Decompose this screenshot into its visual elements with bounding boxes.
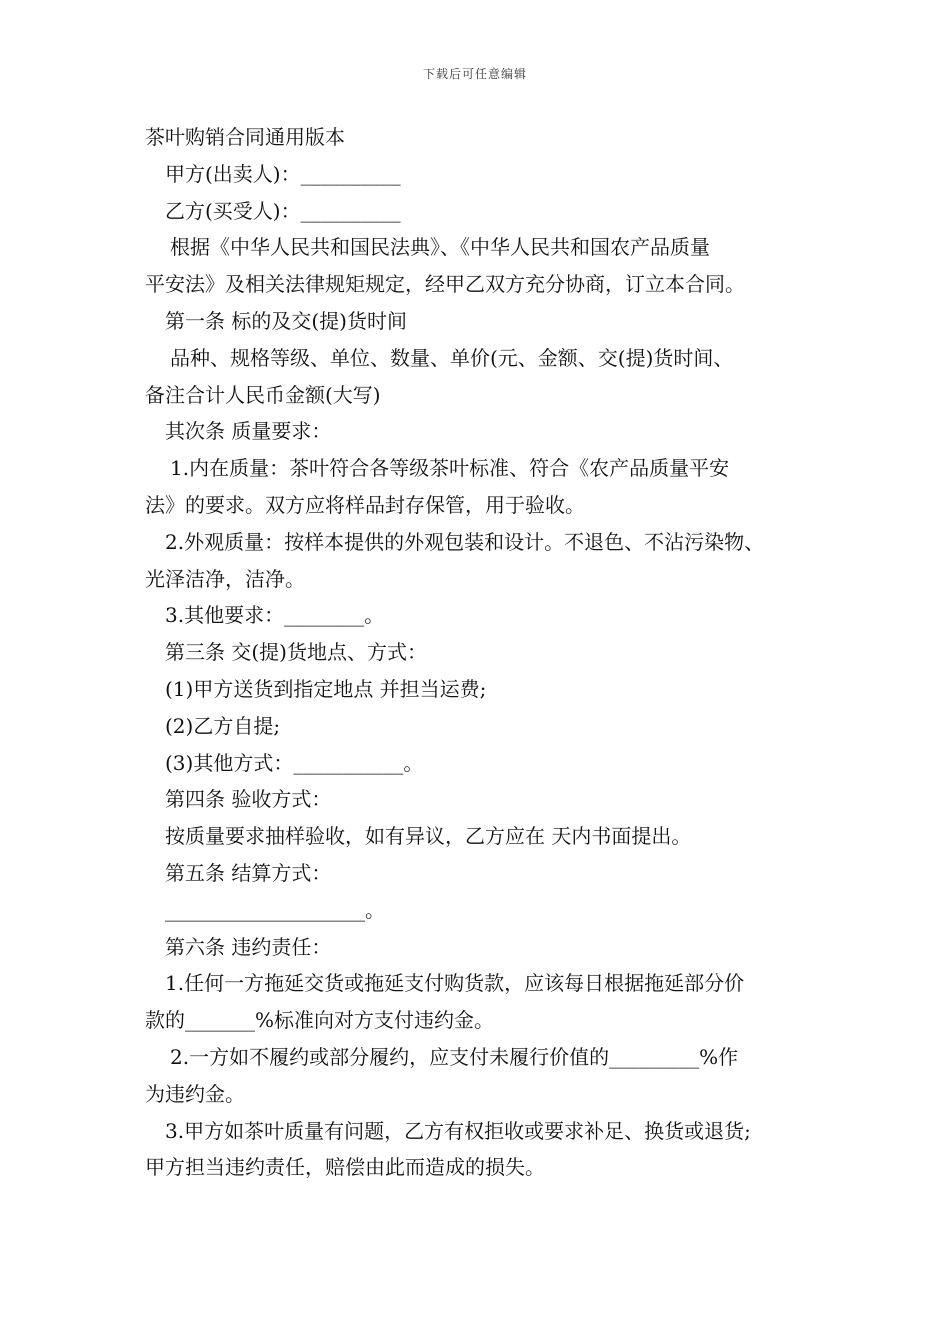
article-3-heading: 第三条 交(提)货地点、方式： [165, 640, 427, 665]
article-6-heading: 第六条 违约责任： [165, 934, 332, 959]
article-6-item-1-line-2: 款的_______%标准向对方支付违约金。 [145, 1008, 495, 1033]
article-5-heading: 第五条 结算方式： [165, 860, 332, 885]
article-2-heading: 其次条 质量要求： [165, 419, 332, 444]
contract-document [145, 119, 825, 1186]
article-6-item-3-line-2: 甲方担当违约责任，赔偿由此而造成的损失。 [145, 1155, 545, 1180]
article-4-heading: 第四条 验收方式： [165, 787, 332, 812]
article-2-item-2-line-1: 2.外观质量：按样本提供的外观包装和设计。不退色、不沾污染物、 [165, 529, 765, 554]
preamble-line-1: 根据《中华人民共和国民法典》、《中华人民共和国农产品质量 [170, 235, 710, 260]
article-2-item-1-line-1: 1.内在质量：茶叶符合各等级茶叶标准、符合《农产品质量平安 [170, 456, 730, 481]
article-2-item-2-line-2: 光泽洁净，洁净。 [145, 566, 305, 591]
article-6-item-1-line-1: 1.任何一方拖延交货或拖延支付购货款，应该每日根据拖延部分价 [165, 971, 745, 996]
article-1-line-1: 品种、规格等级、单位、数量、单价(元、金额、交(提)货时间、 [170, 345, 734, 370]
article-3-option-1: (1)甲方送货到指定地点 并担当运费; [165, 676, 487, 701]
article-5-body: ____________________。 [165, 897, 385, 922]
article-3-option-3: (3)其他方式：___________。 [165, 750, 424, 775]
party-a-line: 甲方(出卖人)：__________ [165, 161, 401, 186]
article-1-heading: 第一条 标的及交(提)货时间 [165, 308, 407, 333]
preamble-line-2: 平安法》及相关法律规矩规定，经甲乙双方充分协商，订立本合同。 [145, 272, 745, 297]
article-6-item-2-line-2: 为违约金。 [145, 1081, 245, 1106]
article-6-item-3-line-1: 3.甲方如茶叶质量有问题，乙方有权拒收或要求补足、换货或退货; [165, 1118, 751, 1143]
article-6-item-2-line-1: 2.一方如不履约或部分履约，应支付未履行价值的_________%作 [170, 1044, 739, 1069]
party-b-line: 乙方(买受人)：__________ [165, 198, 401, 223]
contract-title: 茶叶购销合同通用版本 [145, 125, 345, 149]
article-3-option-2: (2)乙方自提; [165, 713, 281, 738]
page-header: 下载后可任意编辑 [422, 67, 527, 81]
article-4-body: 按质量要求抽样验收，如有异议，乙方应在 天内书面提出。 [165, 824, 692, 849]
article-2-item-3: 3.其他要求：________。 [165, 603, 385, 628]
article-2-item-1-line-2: 法》的要求。双方应将样品封存保管，用于验收。 [145, 492, 585, 517]
article-1-line-2: 备注合计人民币金额(大写) [145, 382, 381, 407]
